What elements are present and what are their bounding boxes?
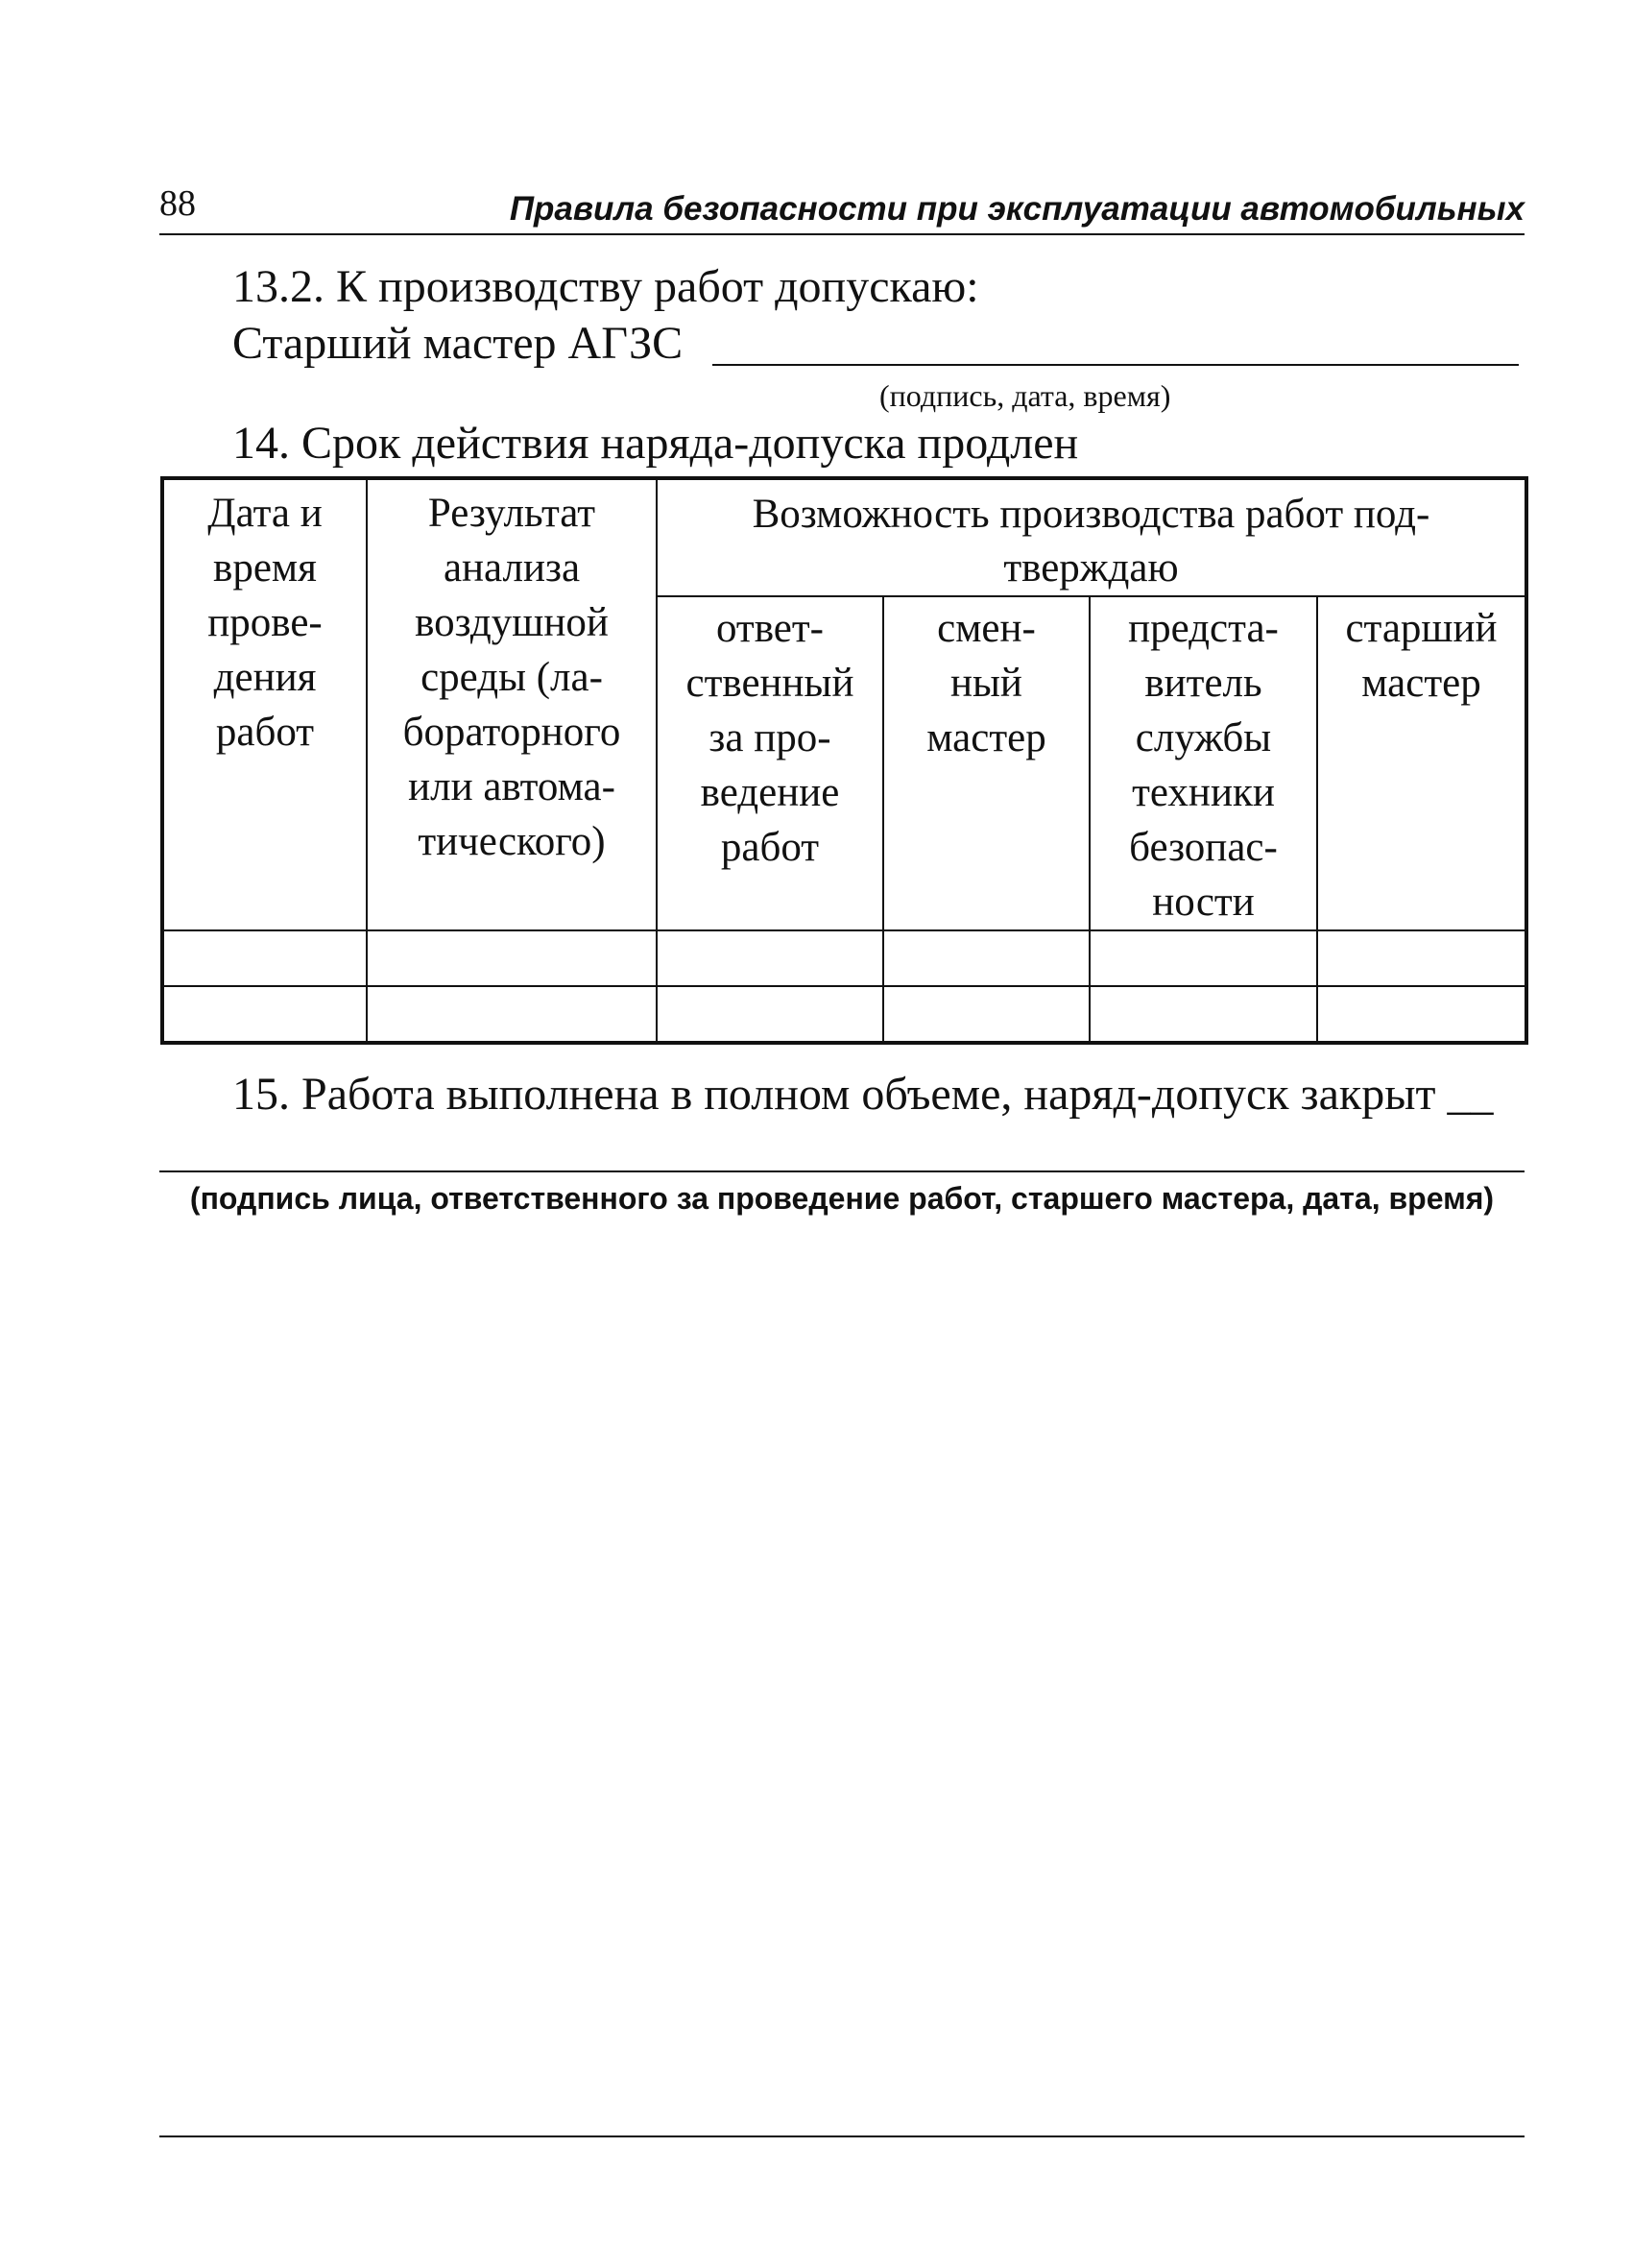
- footer-rule: [159, 2135, 1525, 2137]
- closing-signature-line: [159, 1170, 1525, 1172]
- master-signature-line: [712, 364, 1519, 366]
- section-15-text: 15. Работа выполнена в полном объеме, наряд-допуск закрыт __: [232, 1069, 1494, 1120]
- table-row: [162, 930, 1526, 986]
- table-cell[interactable]: [367, 986, 657, 1043]
- table-cell[interactable]: [657, 930, 883, 986]
- table-cell[interactable]: [883, 986, 1090, 1043]
- table-cell[interactable]: [162, 986, 367, 1043]
- col-header-date: Дата и время прове- дения работ: [162, 478, 367, 930]
- table-cell[interactable]: [1090, 930, 1317, 986]
- col-header-analysis: Результат анализа воздушной среды (ла- бораторного или автома- тического): [367, 478, 657, 930]
- subcol-header-safety-rep: предста- витель службы техники безопас- ности: [1090, 596, 1317, 930]
- section-13-2-text: 13.2. К производству работ допускаю:: [232, 261, 979, 312]
- signature-caption: (подпись, дата, время): [879, 378, 1171, 413]
- master-label: Старший мастер АГЗС: [232, 318, 684, 369]
- table-cell[interactable]: [1317, 930, 1526, 986]
- table-cell[interactable]: [883, 930, 1090, 986]
- subcol-header-shift-master: смен- ный мастер: [883, 596, 1090, 930]
- table-row: [162, 986, 1526, 1043]
- page-number: 88: [159, 183, 196, 224]
- subcol-header-responsible: ответ- ственный за про- ведение работ: [657, 596, 883, 930]
- table-cell[interactable]: [1317, 986, 1526, 1043]
- table-cell[interactable]: [162, 930, 367, 986]
- extension-table: [160, 476, 1528, 1045]
- table-cell[interactable]: [657, 986, 883, 1043]
- section-14-text: 14. Срок действия наряда-допуска продлен: [232, 418, 1079, 469]
- closing-caption: (подпись лица, ответственного за проведение работ, старшего мастера, дата, время): [189, 1181, 1495, 1216]
- running-title: Правила безопасности при эксплуатации автомобильных: [509, 190, 1525, 228]
- subcol-header-senior-master: старший мастер: [1317, 596, 1526, 930]
- group-header-confirmation: Возможность производства работ под- тверждаю: [657, 478, 1526, 596]
- table-cell[interactable]: [367, 930, 657, 986]
- header-rule: [159, 233, 1525, 235]
- table-cell[interactable]: [1090, 986, 1317, 1043]
